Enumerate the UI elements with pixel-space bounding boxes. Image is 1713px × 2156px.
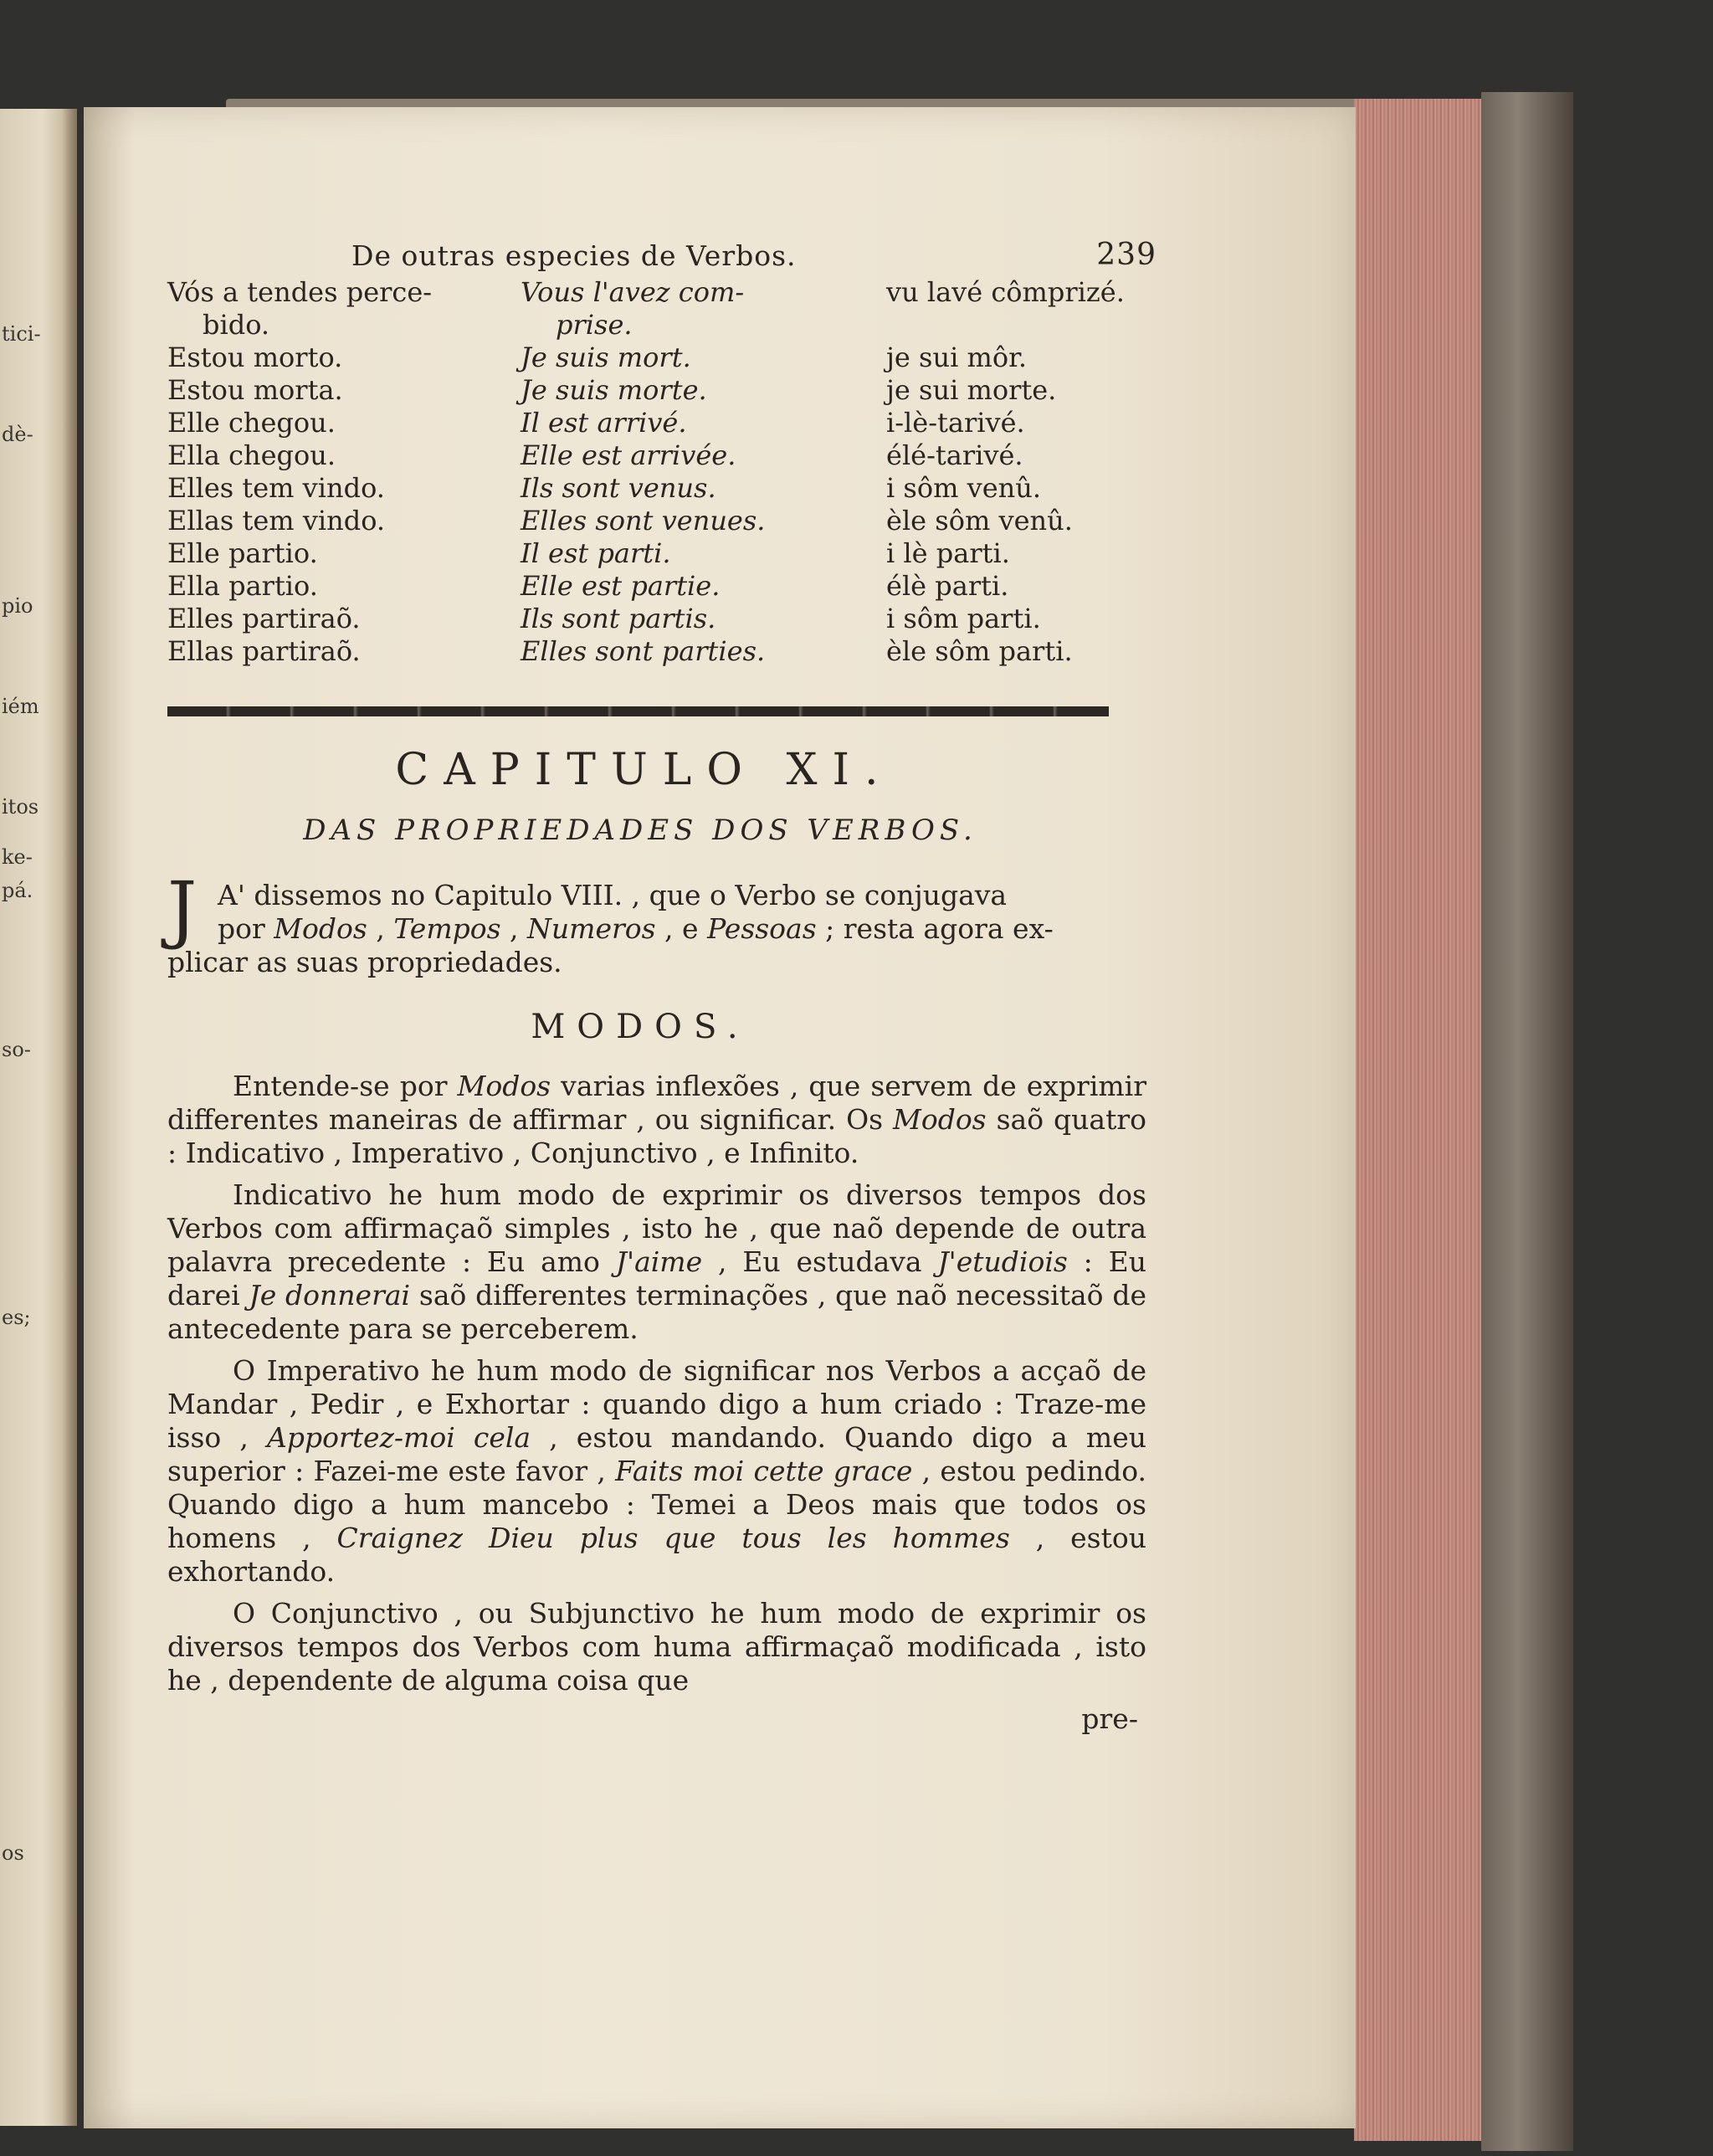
french-cell: Ils sont venus. bbox=[521, 472, 716, 504]
paragraph-indicativo: Indicativo he hum modo de exprimir os diversos tempos dos Verbos com affirmaçaõ simples , isto he , que naõ depende de outra palavra precedente : Eu amo J'aime , Eu estudava J'etudiois : Eu darei Je donnerai saõ differentes terminações , que naõ necessitaõ de antecedente para se perceberem. bbox=[167, 1178, 1146, 1345]
french-cell: Il est arrivé. bbox=[521, 407, 687, 439]
page-number: 239 bbox=[1096, 238, 1157, 272]
section-heading: MODOS. bbox=[531, 1008, 750, 1046]
portuguese-cell: Elles tem vindo. bbox=[167, 472, 385, 504]
french-cell: Elle est arrivée. bbox=[521, 439, 736, 471]
left-margin-fragment: pá. bbox=[2, 879, 33, 902]
left-margin-fragment: es; bbox=[2, 1306, 31, 1329]
left-margin-fragment: dè- bbox=[2, 423, 33, 446]
running-head-title: De outras especies de Verbos. bbox=[351, 239, 797, 272]
intro-line: A' dissemos no Capitulo VIII. , que o Verbo se conjugava bbox=[218, 879, 1008, 911]
portuguese-cell: Ella partio. bbox=[167, 570, 318, 602]
paragraph-imperativo: O Imperativo he hum modo de significar nos Verbos a acçaõ de Mandar , Pedir , e Exhortar : quando digo a hum criado : Traze-me isso , Apportez-moi cela , estou mandando. Quando digo a meu superior : Fazei-me este favor , Faits moi cette grace , estou pedindo. Quando digo a hum mancebo : Temei a Deos mais que todos os homens , Craignez Dieu plus que tous les hommes , estou exhortando. bbox=[167, 1354, 1146, 1588]
portuguese-cell: bido. bbox=[203, 309, 270, 341]
french-cell: Je suis morte. bbox=[521, 374, 707, 406]
french-cell: Elles sont venues. bbox=[521, 505, 766, 536]
pronunciation-cell: vu lavé cômprizé. bbox=[886, 276, 1125, 308]
paragraph-modos: Entende-se por Modos varias inflexões , que servem de exprimir differentes maneiras de affirmar , ou significar. Os Modos saõ quatro : Indicativo , Imperativo , Conjunctivo , e Infinito. bbox=[167, 1070, 1146, 1169]
chapter-title: CAPITULO XI. bbox=[395, 745, 894, 795]
french-cell: Vous l'avez com- bbox=[521, 276, 745, 308]
left-margin-fragment: tici- bbox=[2, 322, 41, 346]
conjugation-row bbox=[167, 341, 1130, 374]
intro-paragraph bbox=[167, 865, 1146, 979]
portuguese-cell: Estou morto. bbox=[167, 341, 343, 373]
pronunciation-cell bbox=[886, 309, 1130, 341]
drop-cap: J bbox=[167, 865, 197, 952]
left-margin-fragment: os bbox=[2, 1841, 24, 1865]
left-margin-fragment: so- bbox=[2, 1038, 31, 1061]
portuguese-cell: Vós a tendes perce- bbox=[167, 276, 433, 308]
pronunciation-cell: élè parti. bbox=[886, 570, 1009, 602]
conjugation-row bbox=[167, 276, 1130, 309]
conjugation-row bbox=[167, 439, 1130, 472]
conjugation-row bbox=[167, 374, 1130, 407]
intro-line: plicar as suas propriedades. bbox=[167, 946, 562, 978]
pronunciation-cell: i sôm venû. bbox=[886, 472, 1042, 504]
conjugation-row bbox=[167, 603, 1130, 635]
french-cell: Il est parti. bbox=[521, 537, 671, 569]
page-fore-edge bbox=[1354, 99, 1481, 2141]
catchword: pre- bbox=[1081, 1702, 1138, 1735]
portuguese-cell: Elles partiraõ. bbox=[167, 603, 361, 634]
portuguese-cell: Estou morta. bbox=[167, 374, 343, 406]
conjugation-row bbox=[167, 309, 1130, 341]
left-margin-fragment: iém bbox=[2, 695, 39, 718]
portuguese-cell: Ellas tem vindo. bbox=[167, 505, 386, 536]
portuguese-cell: Elle chegou. bbox=[167, 407, 336, 439]
pronunciation-cell: èle sôm parti. bbox=[886, 635, 1073, 667]
conjugation-row bbox=[167, 407, 1130, 439]
conjugation-row bbox=[167, 635, 1130, 668]
left-margin-fragment: pio bbox=[2, 594, 33, 618]
french-cell: Je suis mort. bbox=[521, 341, 691, 373]
portuguese-cell: Elle partio. bbox=[167, 537, 318, 569]
pronunciation-cell: je sui morte. bbox=[886, 374, 1057, 406]
pronunciation-cell: èle sôm venû. bbox=[886, 505, 1073, 536]
left-margin-fragment: itos bbox=[2, 795, 39, 819]
french-cell: Ils sont partis. bbox=[521, 603, 716, 634]
page-gutter-shadow bbox=[62, 109, 77, 2126]
conjugation-row bbox=[167, 472, 1130, 505]
conjugation-row bbox=[167, 505, 1130, 537]
conjugation-row bbox=[167, 537, 1130, 570]
section-rule bbox=[167, 706, 1109, 716]
french-cell: Elles sont parties. bbox=[521, 635, 766, 667]
pronunciation-cell: i lè parti. bbox=[886, 537, 1010, 569]
french-cell: prise. bbox=[556, 309, 633, 341]
french-cell: Elle est partie. bbox=[521, 570, 721, 602]
book-binding bbox=[1481, 92, 1573, 2151]
portuguese-cell: Ellas partiraõ. bbox=[167, 635, 361, 667]
intro-line: por Modos , Tempos , Numeros , e Pessoas ; resta agora ex- bbox=[218, 912, 1054, 945]
pronunciation-cell: i-lè-tarivé. bbox=[886, 407, 1025, 439]
paragraph-conjunctivo: O Conjunctivo , ou Subjunctivo he hum modo de exprimir os diversos tempos dos Verbos com huma affirmaçaõ modificada , isto he , dependente de alguma coisa que bbox=[167, 1597, 1146, 1697]
running-head bbox=[167, 226, 1157, 276]
portuguese-cell: Ella chegou. bbox=[167, 439, 336, 471]
left-facing-page bbox=[0, 109, 77, 2126]
chapter-subtitle: DAS PROPRIEDADES DOS VERBOS. bbox=[303, 814, 977, 847]
conjugation-row bbox=[167, 570, 1130, 603]
pronunciation-cell: élé-tarivé. bbox=[886, 439, 1023, 471]
page-text bbox=[167, 226, 1157, 1735]
left-margin-fragment: ke- bbox=[2, 845, 33, 869]
pronunciation-cell: je sui môr. bbox=[886, 341, 1028, 373]
conjugation-table bbox=[167, 276, 1130, 668]
pronunciation-cell: i sôm parti. bbox=[886, 603, 1041, 634]
